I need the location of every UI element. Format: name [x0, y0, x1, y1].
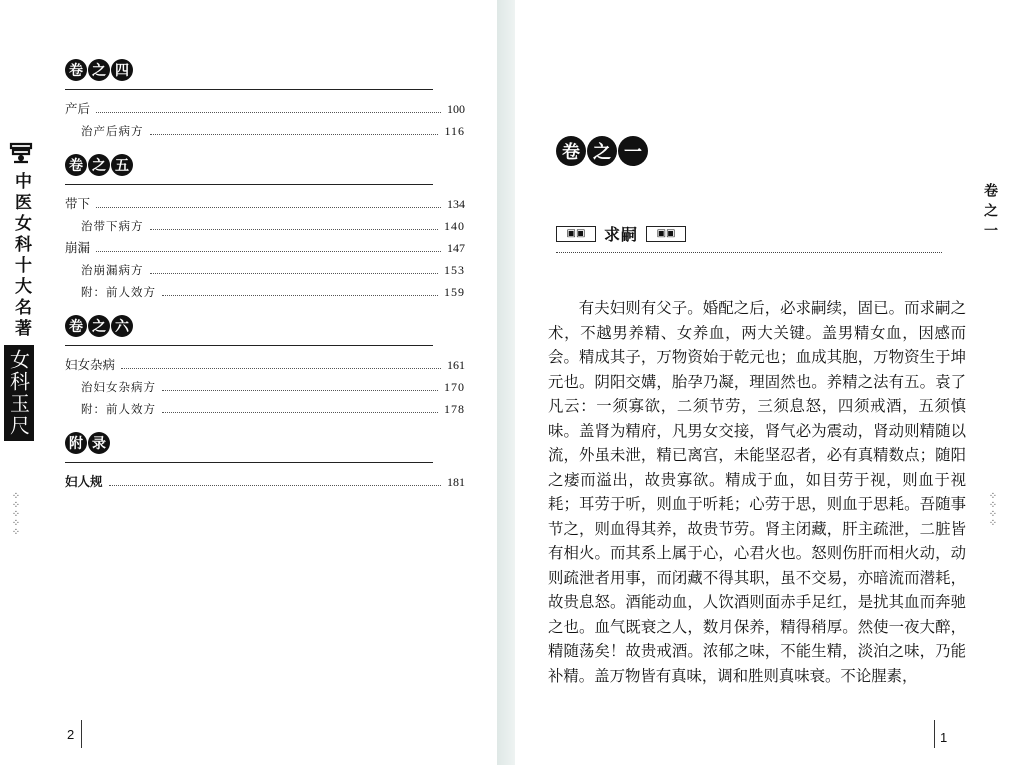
volume-badge: 卷	[65, 59, 87, 81]
toc-entry[interactable]	[65, 259, 465, 281]
toc-leader-dots	[96, 100, 441, 113]
toc-entry-page: 116	[444, 124, 465, 138]
toc-entry[interactable]	[65, 281, 465, 303]
toc-entry-title: 治妇女杂病方	[81, 380, 156, 394]
volume-heading	[65, 55, 465, 85]
toc-entry-page: 178	[444, 402, 465, 416]
left-page	[0, 0, 497, 765]
chapter-badge: 卷	[556, 136, 586, 166]
toc-entry-page: 153	[444, 263, 465, 277]
volume-badge: 卷	[65, 315, 87, 337]
book-gutter	[497, 0, 515, 765]
page-number-right: 1	[940, 730, 948, 745]
folio-divider	[934, 720, 935, 748]
toc-leader-dots	[150, 122, 439, 135]
volume-badge: 之	[88, 315, 110, 337]
volume-rule	[65, 89, 433, 90]
toc-entry-title: 附：前人效方	[81, 285, 156, 299]
volume-heading	[65, 311, 465, 341]
volume-badge: 之	[88, 154, 110, 176]
volume-badge: 录	[88, 432, 110, 454]
toc-entry-title: 产后	[65, 101, 91, 116]
toc-entry-title: 带下	[65, 196, 91, 211]
toc-entry[interactable]	[65, 98, 465, 120]
volume-rule	[65, 345, 433, 346]
volume-badge: 六	[111, 315, 133, 337]
toc-entry-page: 170	[444, 380, 465, 394]
toc-leader-dots	[162, 400, 438, 413]
chapter-heading	[556, 136, 649, 166]
toc-entry[interactable]	[65, 215, 465, 237]
toc-leader-dots	[150, 261, 439, 274]
page-number-left: 2	[67, 727, 75, 742]
toc-entry[interactable]	[65, 354, 465, 376]
toc-entry-page: 134	[447, 197, 465, 211]
toc-entry-title: 崩漏	[65, 240, 91, 255]
side-ornament-icon: ⁘ ⁘ ⁘ ⁘	[988, 491, 998, 529]
series-strip	[6, 140, 36, 340]
volume-badge: 卷	[65, 154, 87, 176]
volume-badge: 四	[111, 59, 133, 81]
toc-entry-title: 附：前人效方	[81, 402, 156, 416]
toc-entry-page: 181	[447, 475, 465, 489]
volume-badge: 五	[111, 154, 133, 176]
toc-entry[interactable]	[65, 237, 465, 259]
body-paragraph: 有夫妇则有父子。婚配之后，必求嗣续，固已。而求嗣之术，不越男养精、女养血，两大关键。盖男精女血，因感而会。精成其子，万物资始于乾元也；血成其胞，万物资生于坤元也。阴阳交媾，胎孕乃凝，理固然也。养精之法有五。袁了凡云：一须寡欲，二须节劳，三须息怒，四须戒酒，五须慎味。盖肾为精府，凡男女交接，肾气必为震动，肾动则精随以流，外虽未泄，精已离宫，未能坚忍者，必有真精数点；随阳之痿而溢出，故贵寡欲。精成于血，如目劳于视，则血于视耗；耳劳于听，则血于听耗；心劳于思，则血于思耗。吾随事节之，则血得其养，故贵节劳。肾主闭藏，肝主疏泄，二脏皆有相火。而其系上属于心，心君火也。怒则伤肝而相火动，动则疏泄者用事，而闭藏不得其职，虽不交易，亦暗流而潜耗，故贵息怒。酒能动血，人饮酒则面赤手足红，是扰其血而奔驰之也。血气既衰之人，数月保养，精得稍厚。然使一夜大醉，精随荡矣！故贵戒酒。浓郁之味，不能生精，淡泊之味，乃能补精。盖万物皆有真味，调和胜则真味衰。不论腥素，	[548, 299, 966, 685]
body-text	[548, 296, 966, 688]
toc-entry[interactable]	[65, 398, 465, 420]
toc-entry-title: 妇女杂病	[65, 357, 116, 372]
chapter-badge: 一	[618, 136, 648, 166]
running-head: 卷之一	[982, 183, 998, 243]
toc-leader-dots	[96, 195, 441, 208]
toc-entry-page: 147	[447, 241, 465, 255]
volume-heading	[65, 428, 465, 458]
toc-leader-dots	[96, 239, 441, 252]
volume-badge: 附	[65, 432, 87, 454]
toc-leader-dots	[162, 378, 438, 391]
series-emblem-icon	[8, 140, 34, 166]
section-heading	[556, 222, 686, 245]
toc-entry-page: 159	[444, 285, 465, 299]
section-title: 求嗣	[604, 225, 639, 244]
chapter-badge: 之	[587, 136, 617, 166]
side-ornament-icon: ⁘ ⁘ ⁘ ⁘ ⁘	[11, 491, 21, 538]
toc-entry[interactable]	[65, 471, 465, 493]
toc-leader-dots	[109, 473, 441, 486]
toc-leader-dots	[162, 283, 438, 296]
folio-divider	[81, 720, 82, 748]
table-of-contents	[65, 55, 465, 501]
toc-leader-dots	[121, 356, 441, 369]
toc-entry[interactable]	[65, 193, 465, 215]
volume-heading	[65, 150, 465, 180]
toc-entry[interactable]	[65, 120, 465, 142]
toc-leader-dots	[150, 217, 439, 230]
toc-entry-page: 161	[447, 358, 465, 372]
volume-rule	[65, 184, 433, 185]
toc-entry-title: 治产后病方	[81, 124, 144, 138]
toc-entry-page: 100	[447, 102, 465, 116]
seal-ornament-icon: ▣▣	[556, 226, 596, 242]
section-divider	[556, 252, 942, 253]
toc-entry[interactable]	[65, 376, 465, 398]
seal-ornament-icon: ▣▣	[646, 226, 686, 242]
book-title: 女科玉尺	[4, 345, 34, 441]
volume-rule	[65, 462, 433, 463]
volume-badge: 之	[88, 59, 110, 81]
series-title: 中医女科十大名著	[11, 172, 31, 340]
toc-entry-title: 治带下病方	[81, 219, 144, 233]
toc-entry-page: 140	[444, 219, 465, 233]
toc-entry-title: 妇人规	[65, 474, 103, 489]
toc-entry-title: 治崩漏病方	[81, 263, 144, 277]
